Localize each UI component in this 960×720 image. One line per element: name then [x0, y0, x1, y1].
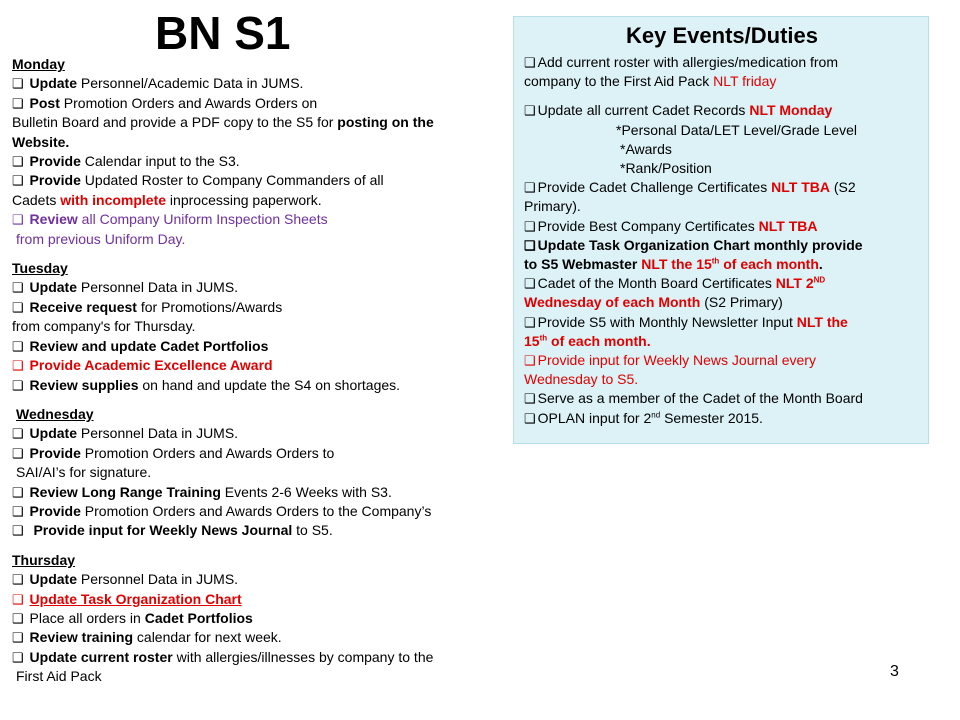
list-item: ❑ Place all orders in Cadet Portfolios [12, 609, 502, 628]
list-item: ❑ Provide input for Weekly News Journal to S5. [12, 521, 502, 540]
list-item: ❑ Provide Promotion Orders and Awards Orders to the Company’s [12, 502, 502, 521]
list-item-continuation: Bulletin Board and provide a PDF copy to the S5 for posting on the [12, 114, 434, 131]
list-item: ❑ Provide input for Weekly News Journal every [524, 351, 920, 370]
list-item: ❑ Provide Updated Roster to Company Commanders of all [12, 171, 502, 190]
list-item: ❑ Add current roster with allergies/medication from [524, 53, 920, 72]
list-item: ❑ Update Personnel Data in JUMS. [12, 570, 502, 589]
checkbox-icon: ❑ [524, 103, 536, 119]
list-item: ❑ Serve as a member of the Cadet of the Month Board [524, 389, 920, 408]
list-item: ❑ Update current roster with allergies/illnesses by company to the [12, 648, 502, 667]
checkbox-icon: ❑ [524, 353, 536, 369]
list-item-continuation: Wednesday of each Month (S2 Primary) [524, 294, 783, 311]
list-item-continuation: Cadets with incomplete inprocessing paperwork. [12, 191, 322, 208]
checkbox-icon: ❑ [12, 572, 24, 588]
list-item: ❑ Cadet of the Month Board Certificates NLT 2ND [524, 274, 920, 293]
list-item: ❑ Update Personnel/Academic Data in JUMS. [12, 74, 502, 93]
list-item-continuation: *Personal Data/LET Level/Grade Level [616, 121, 857, 138]
checkbox-icon: ❑ [524, 218, 536, 234]
list-item: ❑ Review training calendar for next week. [12, 628, 502, 647]
page-title: BN S1 [155, 7, 291, 59]
list-item-continuation: company to the First Aid Pack NLT friday [524, 73, 777, 90]
checkbox-icon: ❑ [12, 212, 24, 228]
checkbox-icon: ❑ [524, 276, 536, 292]
list-item: ❑ Update Task Organization Chart [12, 590, 502, 609]
checkbox-icon: ❑ [524, 237, 536, 253]
key-events-panel [513, 16, 929, 444]
list-item: ❑ Provide Promotion Orders and Awards Orders to [12, 444, 502, 463]
checkbox-icon: ❑ [12, 280, 24, 296]
list-item: ❑ Post Promotion Orders and Awards Orders on [12, 94, 502, 113]
wednesday-heading: Wednesday [16, 405, 94, 422]
checkbox-icon: ❑ [12, 426, 24, 442]
list-item: ❑ Update Task Organization Chart monthly provide [524, 236, 920, 255]
list-item-continuation: SAI/AI’s for signature. [16, 464, 152, 481]
list-item-continuation: Primary). [524, 198, 581, 215]
checkbox-icon: ❑ [524, 410, 536, 426]
checkbox-icon: ❑ [12, 377, 24, 393]
list-item: ❑ Update Personnel Data in JUMS. [12, 278, 502, 297]
thursday-heading: Thursday [12, 551, 76, 568]
checkbox-icon: ❑ [12, 173, 24, 189]
list-item: ❑ Update all current Cadet Records NLT Monday [524, 101, 920, 120]
checkbox-icon: ❑ [524, 314, 536, 330]
list-item: ❑ Provide Calendar input to the S3. [12, 152, 502, 171]
list-item: ❑ Provide Best Company Certificates NLT TBA [524, 217, 920, 236]
checkbox-icon: ❑ [12, 358, 24, 374]
daily-duties-list [12, 55, 502, 687]
checkbox-icon: ❑ [12, 484, 24, 500]
list-item: ❑ Update Personnel Data in JUMS. [12, 424, 502, 443]
list-item-continuation: from company's for Thursday. [12, 318, 196, 335]
checkbox-icon: ❑ [12, 338, 24, 354]
key-events-title: Key Events/Duties [626, 23, 818, 48]
list-item-continuation: to S5 Webmaster NLT the 15th of each month. [524, 256, 823, 273]
checkbox-icon: ❑ [12, 154, 24, 170]
checkbox-icon: ❑ [524, 55, 536, 70]
checkbox-icon: ❑ [12, 649, 24, 665]
list-item: ❑ Review all Company Uniform Inspection Sheets [12, 210, 502, 229]
list-item: ❑ Review and update Cadet Portfolios [12, 337, 502, 356]
list-item-continuation: Website. [12, 133, 70, 150]
list-item: ❑ Provide Academic Excellence Award [12, 356, 502, 375]
list-item: ❑ Receive request for Promotions/Awards [12, 298, 502, 317]
checkbox-icon: ❑ [12, 503, 24, 519]
checkbox-icon: ❑ [12, 630, 24, 646]
list-item: ❑ Review supplies on hand and update the S4 on shortages. [12, 376, 502, 395]
checkbox-icon: ❑ [524, 391, 536, 407]
checkbox-icon: ❑ [12, 591, 24, 607]
checkbox-icon: ❑ [12, 299, 24, 315]
list-item-continuation: 15th of each month. [524, 332, 651, 349]
list-item-continuation: Wednesday to S5. [524, 371, 639, 388]
list-item: ❑ Provide S5 with Monthly Newsletter Input NLT the [524, 313, 920, 332]
list-item-continuation: from previous Uniform Day. [16, 230, 186, 247]
checkbox-icon: ❑ [524, 180, 536, 196]
page-number: 3 [890, 663, 899, 680]
tuesday-heading: Tuesday [12, 260, 68, 277]
monday-heading: Monday [12, 56, 65, 72]
list-item: ❑ Provide Cadet Challenge Certificates NLT TBA (S2 [524, 178, 920, 197]
list-item: ❑ OPLAN input for 2nd Semester 2015. [524, 409, 920, 428]
list-item: ❑ Review Long Range Training Events 2-6 Weeks with S3. [12, 483, 502, 502]
list-item-continuation: First Aid Pack [16, 668, 102, 685]
list-item-continuation: *Rank/Position [620, 160, 712, 177]
checkbox-icon: ❑ [12, 76, 24, 92]
list-item-continuation: *Awards [620, 140, 672, 157]
checkbox-icon: ❑ [12, 523, 24, 539]
checkbox-icon: ❑ [12, 95, 24, 111]
checkbox-icon: ❑ [12, 610, 24, 626]
checkbox-icon: ❑ [12, 445, 24, 461]
